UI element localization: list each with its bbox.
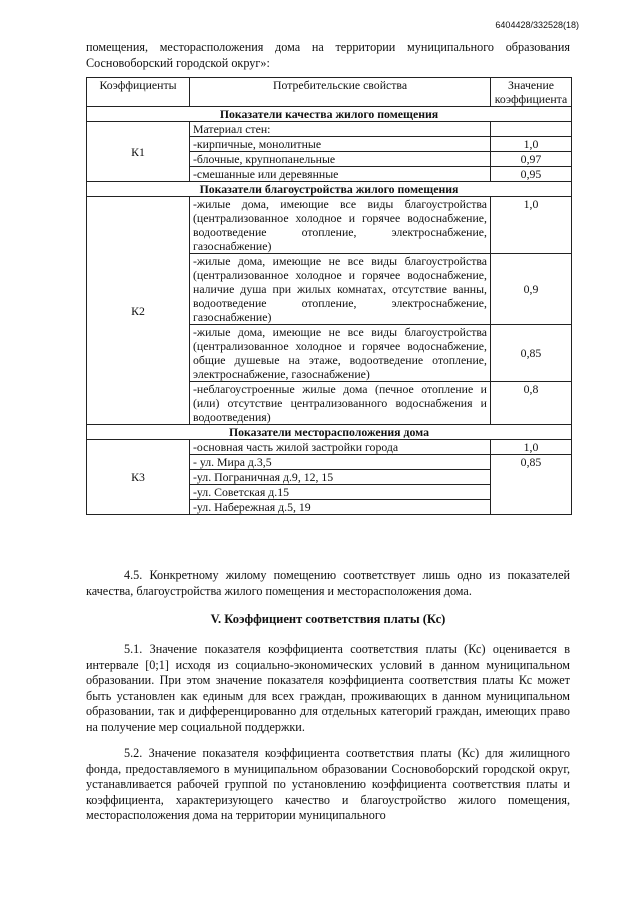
k2-row-text: -жилые дома, имеющие не все виды благоустройства (централизованное холодное и горячее водоснабжение, наличие душа при жилых комнатах, отсутствие ванны, водоотведение отопление, электроснабжение, газоснабжение) xyxy=(190,254,491,325)
k3-row-text: -ул. Набережная д.5, 19 xyxy=(190,500,491,515)
header-coefficients: Коэффициенты xyxy=(87,78,190,107)
k3-row-text: -основная часть жилой застройки города xyxy=(190,440,491,455)
table-header-row xyxy=(87,78,572,107)
k2-row-value: 0,85 xyxy=(491,325,572,382)
table-row xyxy=(87,122,572,137)
k3-row-text: -ул. Советская д.15 xyxy=(190,485,491,500)
k1-label: К1 xyxy=(87,122,190,182)
k1-empty-value xyxy=(491,122,572,137)
coefficients-table xyxy=(86,77,572,515)
paragraph-5-2: 5.2. Значение показателя коэффициента соответствия платы (Кс) для жилищного фонда, предоставляемого в муниципальном образовании Сосновоборский городской округ, устанавливается рабочей группой по установлению коэффициента соответствия платы и коэффициента, характеризующего качество и благоустройство жилого помещения, месторасположения дома на территории муниципального xyxy=(86,746,570,823)
k1-row-text: -блочные, крупнопанельные xyxy=(190,152,491,167)
k2-row-value: 0,9 xyxy=(491,254,572,325)
k1-row-value: 0,97 xyxy=(491,152,572,167)
table-row xyxy=(87,197,572,254)
k1-row-text: -кирпичные, монолитные xyxy=(190,137,491,152)
section-v-heading: V. Коэффициент соответствия платы (Кс) xyxy=(210,612,446,626)
intro-paragraph: помещения, месторасположения дома на территории муниципального образования Сосновоборский городской округ»: xyxy=(86,40,570,70)
header-value: Значение коэффициента xyxy=(491,78,572,107)
k3-row-text: - ул. Мира д.3,5 xyxy=(190,455,491,470)
k2-label: К2 xyxy=(87,197,190,425)
k2-row-value: 0,8 xyxy=(491,382,572,425)
k2-row-value: 1,0 xyxy=(491,197,572,254)
k3-row-value: 0,85 xyxy=(491,455,572,515)
document-number: 6404428/332528(18) xyxy=(495,20,579,30)
k2-row-text: -неблагоустроенные жилые дома (печное отопление и (или) отсутствие централизованного водоснабжения и водоотведения) xyxy=(190,382,491,425)
section-amenities: Показатели благоустройства жилого помещения xyxy=(87,182,572,197)
table-row xyxy=(87,440,572,455)
paragraph-4-5: 4.5. Конкретному жилому помещению соответствует лишь одно из показателей качества, благоустройства жилого помещения и месторасположения дома. xyxy=(86,568,570,598)
k3-label: К3 xyxy=(87,440,190,515)
k2-row-text: -жилые дома, имеющие все виды благоустройства (централизованное холодное и горячее водоснабжение, водоотведение отопление, электроснабжение, газоснабжение) xyxy=(190,197,491,254)
section-quality: Показатели качества жилого помещения xyxy=(87,107,572,122)
k1-row-value: 1,0 xyxy=(491,137,572,152)
k3-row-text: -ул. Пограничная д.9, 12, 15 xyxy=(190,470,491,485)
section-location: Показатели месторасположения дома xyxy=(87,425,572,440)
k1-row-value: 0,95 xyxy=(491,167,572,182)
k1-material-label: Материал стен: xyxy=(190,122,491,137)
k2-row-text: -жилые дома, имеющие не все виды благоустройства (централизованное холодное и горячее водоснабжение, общие душевые на этаже, водоотведение отопление, электроснабжение, газоснабжение) xyxy=(190,325,491,382)
k1-row-text: -смешанные или деревянные xyxy=(190,167,491,182)
header-properties: Потребительские свойства xyxy=(190,78,491,107)
paragraph-5-1: 5.1. Значение показателя коэффициента соответствия платы (Кс) оценивается в интервале [0;1] исходя из социально-экономических условий в данном муниципальном образовании. При этом значение показателя коэффициента соответствия платы Кс может быть установлен как единым для всех граждан, проживающих в данном муниципальном образовании, так и дифференцированно для отдельных категорий граждан, имеющих право на получение мер социальной поддержки. xyxy=(86,642,570,734)
k3-row-value: 1,0 xyxy=(491,440,572,455)
